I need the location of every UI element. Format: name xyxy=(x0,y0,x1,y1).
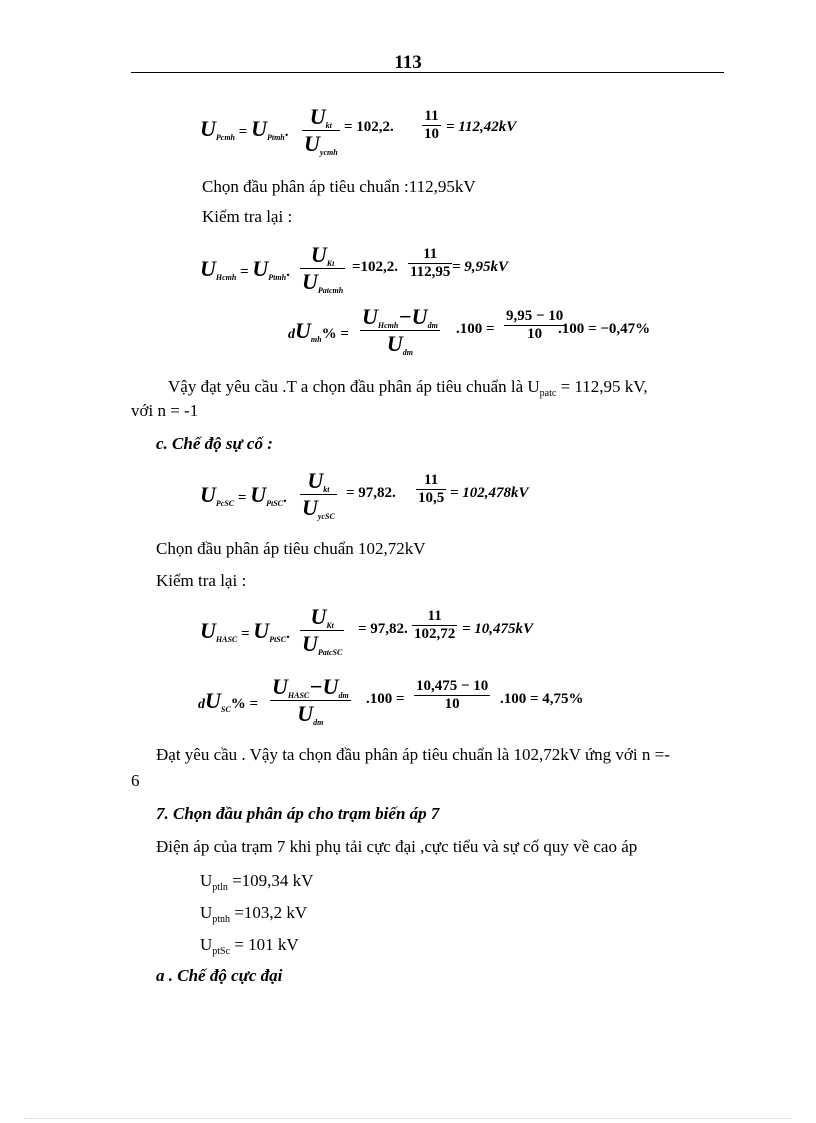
equation-1: $U_{Pcmh} = U_{Ptmh}$. $U_{kt}$ $U_{ycmh}$ = 102,2. 11 10 = 112,42kV xyxy=(200,104,517,157)
value-uptnh: $U_{ptnh} =103,2$ kV xyxy=(200,903,308,925)
paragraph-kiem-tra-1: Kiểm tra lại : xyxy=(202,207,293,226)
equation-3: $dU_{mh}\%$ = $U_{Hcmh}-U_{dm}$ $U_{dm}$ .100 = 9,95 − 10 10 .100 = −0,47% xyxy=(288,304,651,357)
paragraph-n-6: 6 xyxy=(131,771,140,790)
paragraph-dien-ap-tram-7: Điện áp của trạm 7 khi phụ tải cực đại ,cực tiểu và sự cố quy về cao áp xyxy=(156,837,638,856)
heading-che-do-su-co: c. Chế độ sự cố : xyxy=(156,434,273,453)
page-bottom-border xyxy=(24,1118,792,1119)
equation-4: $U_{PcSC} = U_{PtSC}$. $U_{kt}$ $U_{ycSC}$ = 97,82. 11 10,5 = 102,478kV xyxy=(200,468,529,521)
value-uptsc: $U_{ptSc} = 101$ kV xyxy=(200,935,299,957)
paragraph-voi-n: với n = -1 xyxy=(131,401,199,420)
heading-che-do-cuc-dai: a . Chế độ cực đại xyxy=(156,966,283,985)
paragraph-dat-yeu-cau: Đạt yêu cầu . Vậy ta chọn đầu phân áp tiêu chuẩn là 102,72kV ứng với n =- xyxy=(156,745,670,764)
equation-5: $U_{HASC} = U_{PtSC}$. $U_{Kt}$ $U_{PatcSC}$ = 97,82. 11 102,72 = 10,475kV xyxy=(200,604,534,657)
header-rule xyxy=(131,72,724,73)
equation-6: $dU_{SC}\%$ = $U_{HASC}-U_{dm}$ $U_{dm}$ .100 = 10,475 − 10 10 .100 = 4,75% xyxy=(198,674,584,727)
paragraph-kiem-tra-2: Kiểm tra lại : xyxy=(156,571,247,590)
value-uptln: $U_{ptln} =109,34$ kV xyxy=(200,871,314,893)
paragraph-chon-dau-2: Chọn đầu phân áp tiêu chuẩn 102,72kV xyxy=(156,539,426,558)
heading-section-7: 7. Chọn đầu phân áp cho trạm biến áp 7 xyxy=(156,804,440,823)
equation-2: $U_{Hcmh} = U_{Ptmh}$. $U_{Kt}$ $U_{Patcmh}$ =102,2. 11 112,95 = 9,95kV xyxy=(200,242,509,295)
paragraph-chon-dau-1: Chọn đầu phân áp tiêu chuẩn :112,95kV xyxy=(202,177,476,196)
paragraph-vay-dat-yeu-cau: Vậy đạt yêu cầu .T a chọn đầu phân áp tiêu chuẩn là $U_{patc} = 112,95$ kV, xyxy=(168,377,648,399)
page-number: 113 xyxy=(394,52,422,73)
